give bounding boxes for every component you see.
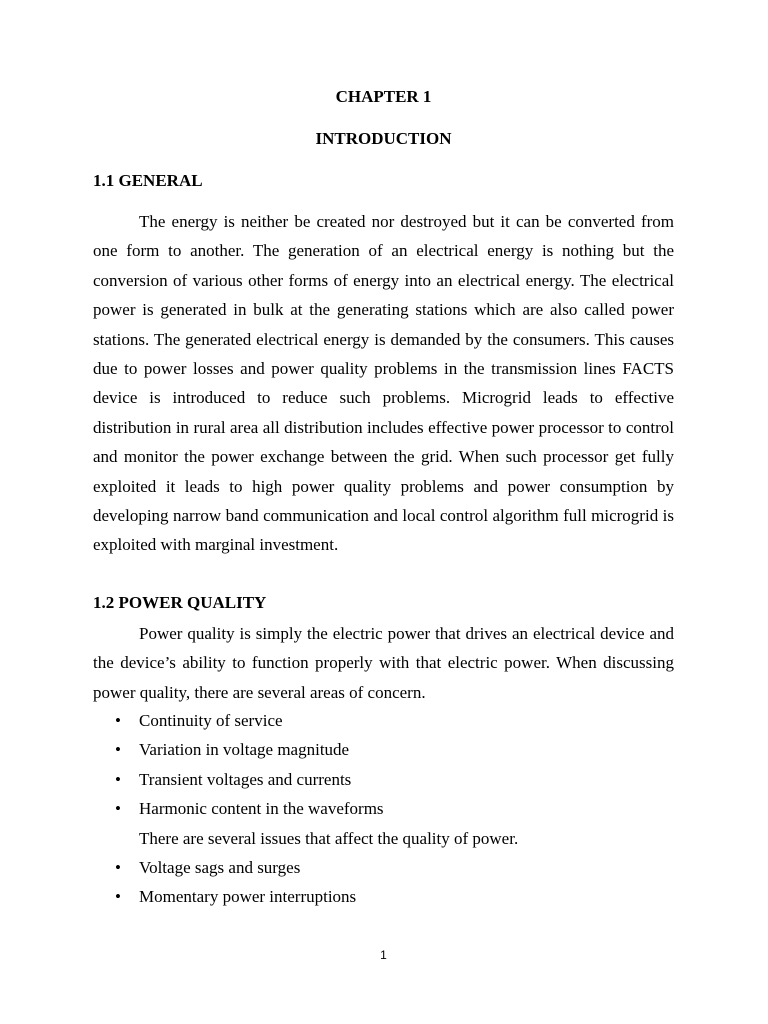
bullet-icon: • [115,887,121,907]
document-page [93,0,674,1024]
list-item-text: Variation in voltage magnitude [139,740,350,760]
bullet-icon: • [115,740,121,760]
chapter-label: CHAPTER 1 [335,87,432,106]
list-item-text: Voltage sags and surges [139,858,301,877]
list-item [93,765,674,794]
bullet-icon: • [115,858,121,877]
list-item-text: Transient voltages and currents [139,769,352,789]
general-paragraph: The energy is neither be created nor destroyed but it can be converted from one form to another. The generation of an electrical energy is nothing but the conversion of various other forms of energy into an electrical energy. The electrical power is generated in bulk at the generating stations which are also called power stations. The generated electrical energy is demanded by the consumers. This causes due to power losses and power quality problems in the transmission lines FACTS device is introduced to reduce such problems. Microgrid leads to effective distribution in rural area all distribution includes effective power processor to control and monitor the power exchange between the grid. When such processor get fully exploited it leads to high power quality problems and power consumption by developing narrow band communication and local control algorithm full microgrid is exploited with marginal investment. [93,212,674,555]
bullet-icon: • [115,769,121,789]
chapter-title: INTRODUCTION [315,129,452,148]
list-item [93,706,674,735]
section-heading-general: 1.1 GENERAL [93,171,203,190]
list-item-text: Continuity of service [139,711,283,730]
list-item [93,882,674,911]
list-item [93,853,674,882]
issues-intro-text: There are several issues that affect the quality of power. [139,829,519,848]
bullet-icon: • [115,711,121,730]
list-item-text: Harmonic content in the waveforms [139,799,384,819]
list-item-text: Momentary power interruptions [139,887,357,907]
bullet-icon: • [115,799,121,819]
issues-list [93,853,674,912]
list-item [93,735,674,764]
list-item [93,794,674,823]
power-quality-paragraph: Power quality is simply the electric power that drives an electrical device and the device’s ability to function properly with that electric power. When discussing power quality, there are several areas of concern. [93,624,674,702]
section-heading-power-quality: 1.2 POWER QUALITY [93,593,267,612]
concerns-list [93,706,674,824]
page-number: 1 [380,948,387,962]
